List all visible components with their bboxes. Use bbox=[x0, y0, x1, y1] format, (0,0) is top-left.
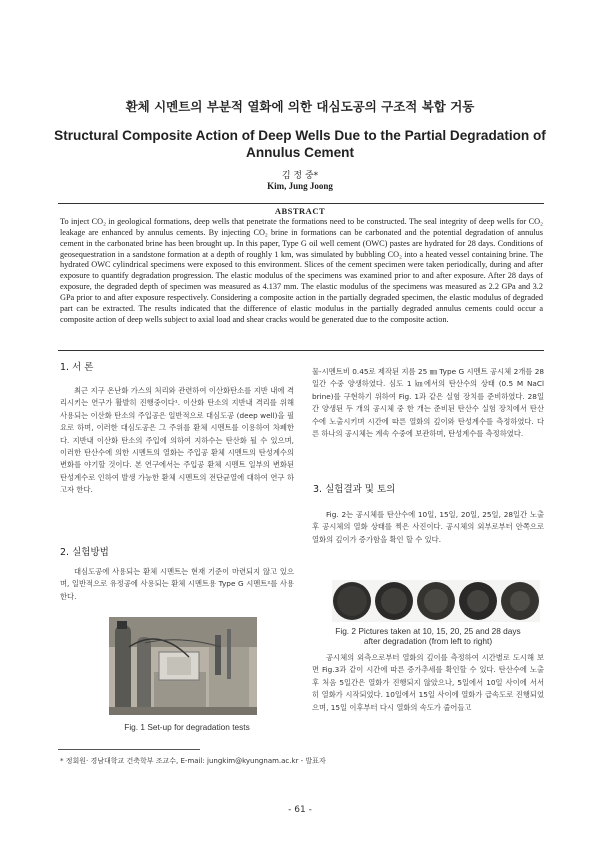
abstract-heading: ABSTRACT bbox=[274, 206, 326, 216]
footnote: * 정회원· 경남대학교 건축학부 조교수, E-mail: jungkim@kyungnam.ac.kr - 발표자 bbox=[60, 757, 326, 765]
author-korean: 김 정 중* bbox=[281, 171, 319, 181]
fig-2-caption-line-2: after degradation (from left to right) bbox=[363, 636, 493, 646]
title-korean: 환체 시멘트의 부분적 열화에 의한 대심도공의 구조적 복합 거동 bbox=[125, 99, 475, 114]
section-1-body: 최근 지구 온난화 가스의 처리와 관련하여 이산화탄소를 지반 내에 격리시키는 연구가 활발히 진행중이다¹. 이산화 탄소의 지반내 격리를 위해 사용되는 이산화 탄소의 주입공은 일반적으로 대심도공 (deep well)을 필요로 하며, 이러한 대심도공은 그 주위를 환체 시멘트를 이용하여 차폐한다. 지반내 이산화 탄소의 주입에 의하여 지하수는 탄산화 될 수 있으며, 이러한 탄산수에 의한 시멘트의 열화는 주입공 환체 시멘트의 탄성계수의 변화를 야기할 것이다. 본 연구에서는 주입공 환체 시멘트 일부의 변화된 탄성계수로 인하여 발생 가능한 환체 시멘트의 전단균열에 대하여 연구 하고자 한다. bbox=[60, 386, 294, 495]
section-3-heading: 3. 실험결과 및 토의 bbox=[313, 484, 396, 495]
abstract-top-rule bbox=[58, 203, 544, 204]
section-1-heading: 1. 서 론 bbox=[60, 362, 94, 373]
fig-1-caption: Fig. 1 Set-up for degradation tests bbox=[124, 722, 250, 732]
fig-1-setup-photo bbox=[109, 617, 257, 715]
title-english: Structural Composite Action of Deep Wells Due to the Partial Degradation of Annulus Cement bbox=[54, 128, 546, 160]
fig-2-specimen-photos bbox=[332, 580, 540, 622]
abstract-text: To inject CO₂ in geological formations, deep wells that penetrate the formations need to be constructed. The seal integrity of deep wells for CO₂ leakage are enhanced by annulus cements. By injecting CO₂ brine in formations can be carbonated and the potential degradation of annulus cement in the carbonated brine has been brought up. In this paper, Type G oil well cement (OWC) pastes are hydrated for 28 days. Conditions of geosequestration in a sandstone formation at a depth of roughly 1 km, was simulated by bubbling CO₂ into a heated vessel containing brine. The hydrated OWC cylindrical specimens were exposed to this environment. Slices of the cement specimen were taken periodically, during and after exposure to quantify degradation progression. The elastic modulus of the specimens was examined prior to and after exposure. After 28 days of exposure, the degraded depth of specimen was measured as 4.137 mm. The elastic modulus of the specimens was measured as 2.2 GPa and 3.2 GPa prior to and after exposure respectively. Considering a composite action in the partially degraded specimen, the elastic modulus of degraded part can be extracted. The results indicated that the difference of elastic modulus in the partially degraded annulus cements could occur a composite action of deep wells subject to axial load and shear cracks would be generated due to the composite action. bbox=[60, 217, 543, 324]
right-column-body-2: 공시체의 외측으로부터 열화의 깊이를 측정하여 시간별로 도시해 보면 Fig.3과 같이 시간에 따른 증가추세를 확인할 수 있다. 탄산수에 노출 후 처음 5일간은 열화가 진행되지 않았으나, 5일에서 10일 사이에 서서히 열화가 시작되었다. 10일에서 15일 사이에 열화가 급속도로 진행되었으며, 15일 이후부터 다시 열화의 속도가 줄어들고 bbox=[312, 653, 544, 712]
author-english: Kim, Jung Joong bbox=[267, 181, 333, 191]
footnote-rule bbox=[58, 749, 200, 750]
section-2-body: 대심도공에 사용되는 환체 시멘트는 현재 기준이 마련되지 않고 있으며, 일반적으로 유정공에 사용되는 환체 시멘트용 Type G 시멘트²를 사용한다. bbox=[60, 567, 294, 601]
fig-2-caption-line-1: Fig. 2 Pictures taken at 10, 15, 20, 25 and 28 days bbox=[335, 626, 521, 636]
section-2-heading: 2. 실험방법 bbox=[60, 547, 109, 558]
right-column-body-1: 물-시멘트비 0.45로 제작된 지름 25 ㎜ Type G 시멘트 공시체 2개를 28일간 수중 양생하였다. 심도 1 ㎞에서의 탄산수의 상태 (0.5 M NaCl brine)를 구현하기 위하여 Fig. 1과 같은 실험 장치를 준비하였다. 28일간 양생된 두 개의 공시체 중 한 개는 준비된 탄산수 실험 장치에서 탄산수에 노출시키며 시간에 따른 열화의 깊이와 탄성계수를 측정하였다. 다른 하나의 공시체는 계속 수중에 보관하며, 탄성계수를 측정하였다. bbox=[312, 367, 544, 439]
section-3-body: Fig. 2는 공시체를 탄산수에 10일, 15일, 20일, 25일, 28일간 노출 후 공시체의 열화 상태를 찍은 사진이다. 공시체의 외부로부터 안쪽으로 열화의 깊이가 증가함을 확인 할 수 있다. bbox=[312, 510, 544, 544]
abstract-bottom-rule bbox=[58, 350, 544, 351]
page-number: - 61 - bbox=[288, 805, 312, 815]
